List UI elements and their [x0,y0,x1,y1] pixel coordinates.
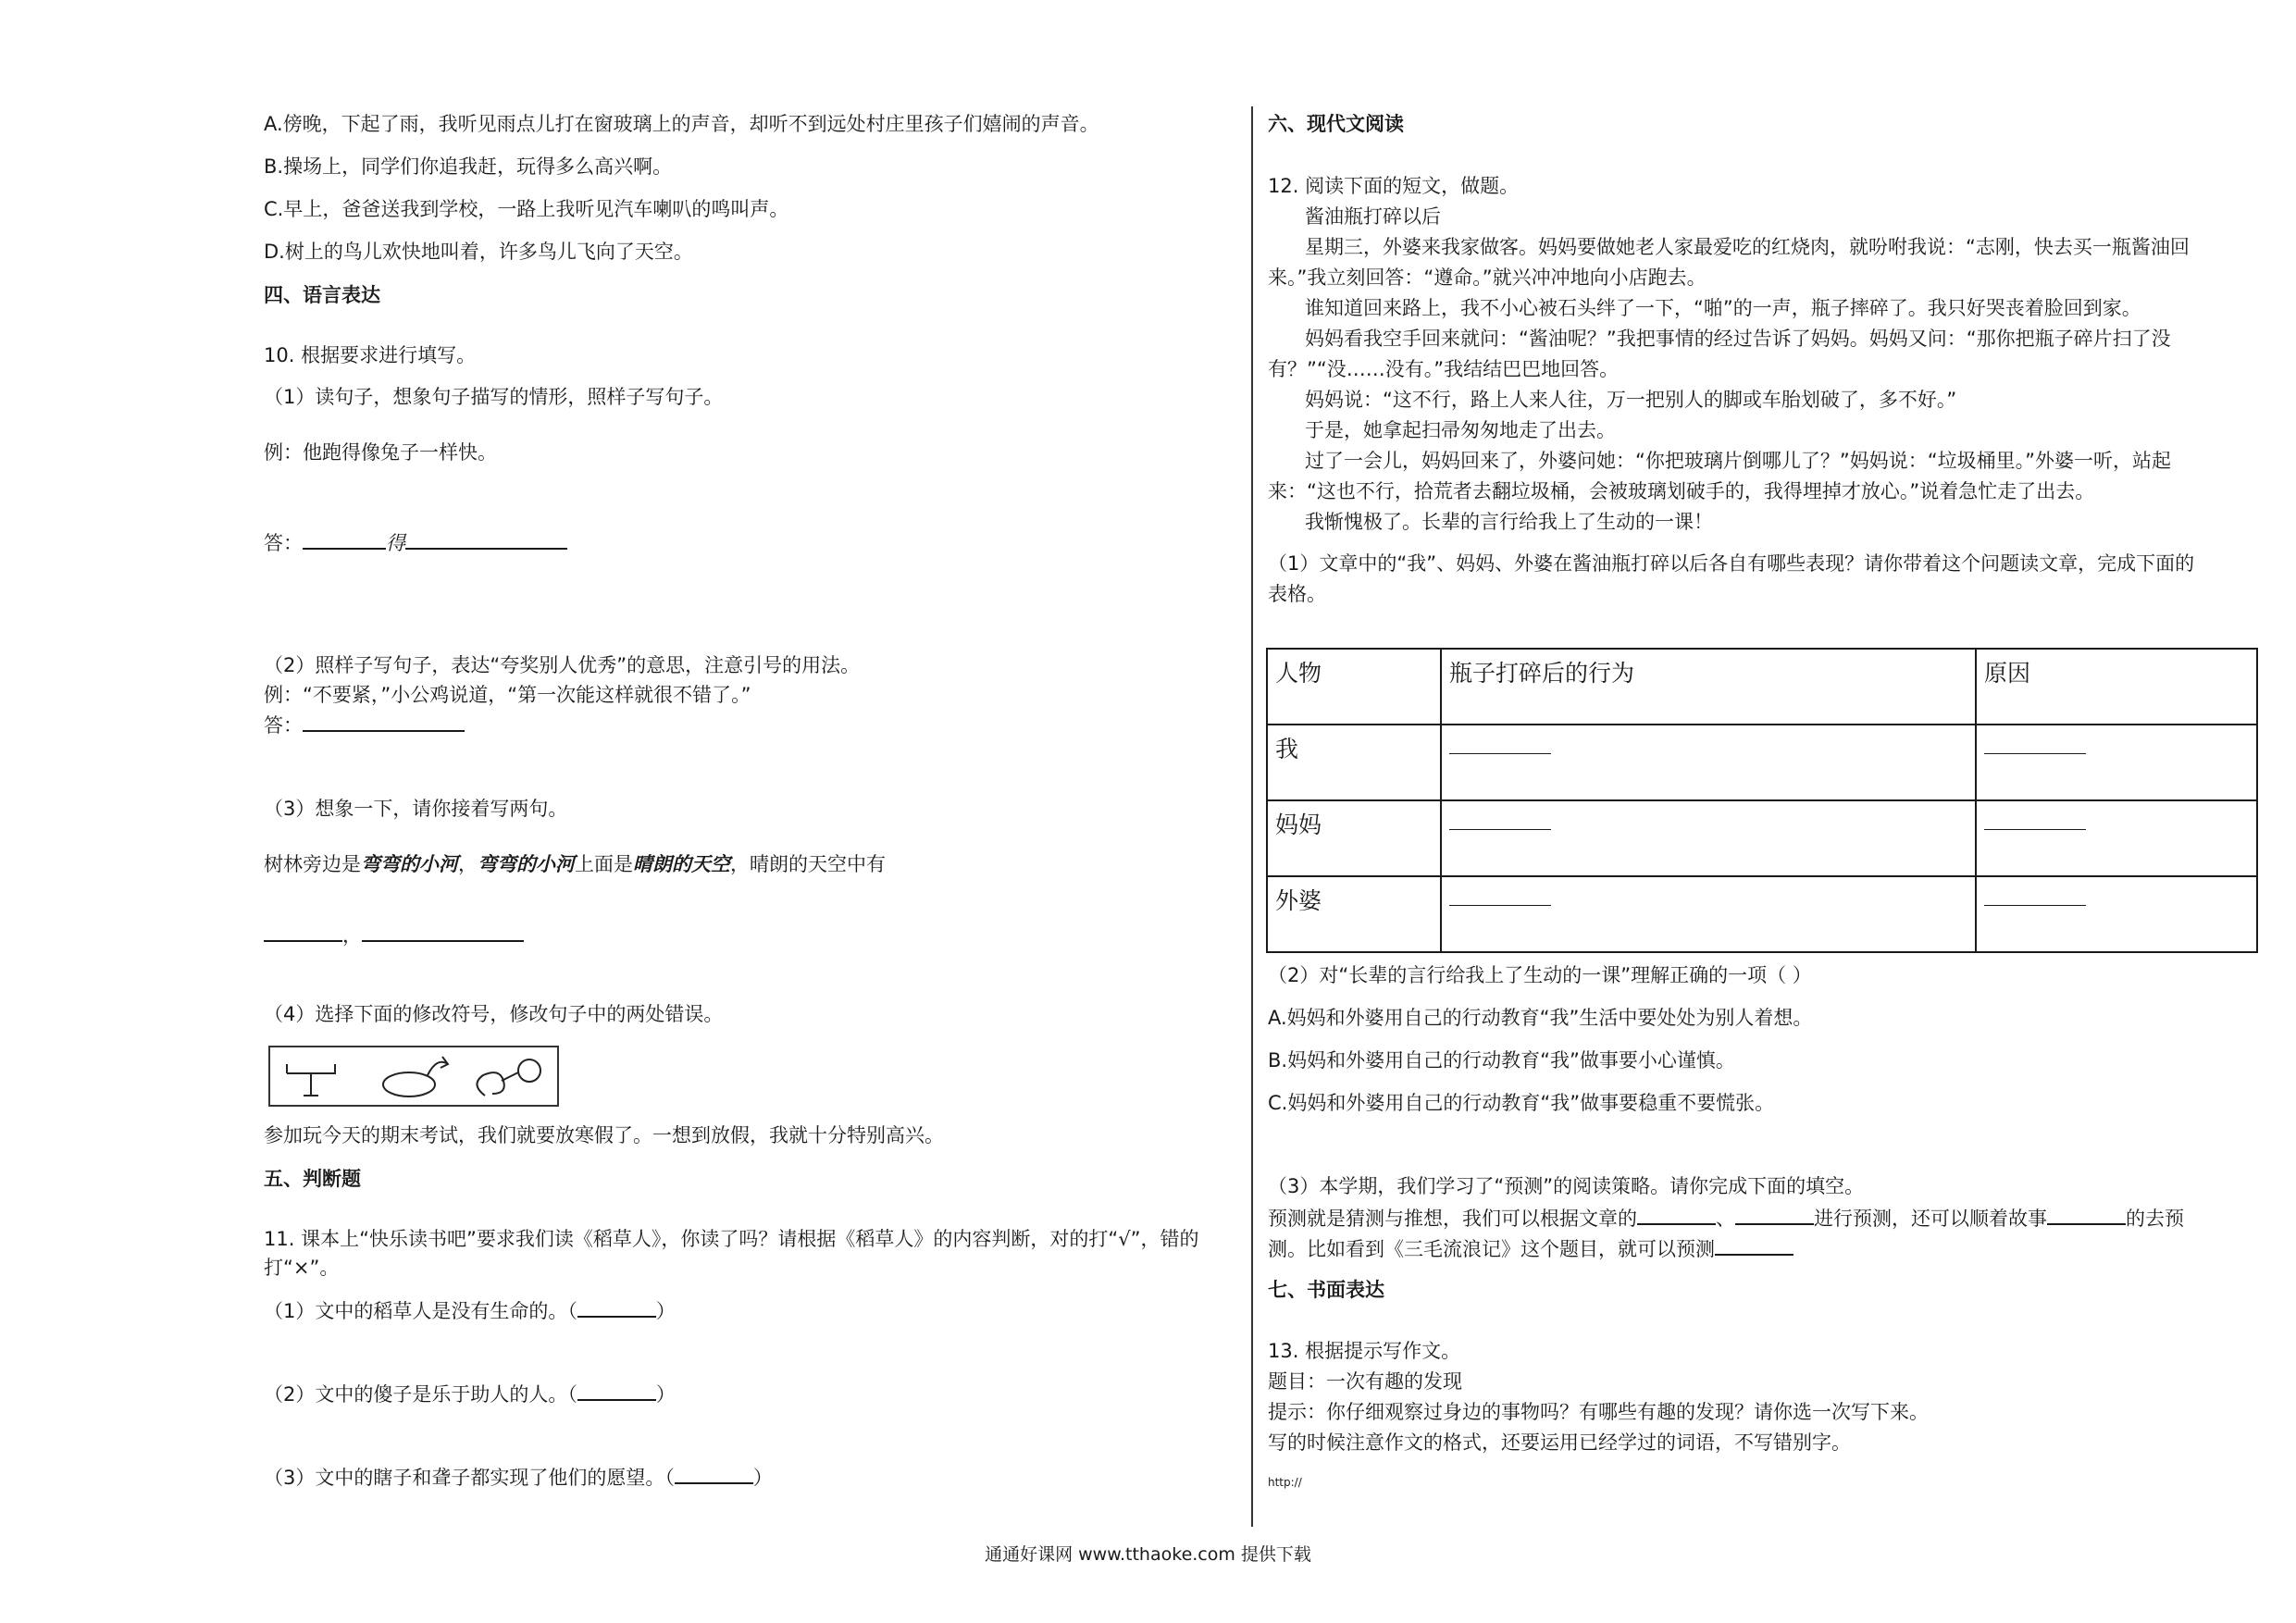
answer-blank[interactable] [1715,1235,1793,1256]
answer-blank[interactable] [1637,1205,1716,1225]
text-segment: 上面是 [575,853,633,875]
text-segment: 预测就是猜测与推想，我们可以根据文章的 [1268,1208,1637,1230]
question-11-line2: 打“×”。 [264,1257,340,1279]
question-12-2-a: A.妈妈和外婆用自己的行动教育“我”生活中要处处为别人着想。 [1268,1007,1813,1029]
behavior-table [1266,648,2258,953]
option-b: B.操场上，同学们你追我赶，玩得多么高兴啊。 [264,155,673,178]
table-header-cell: 原因 [1976,649,2257,725]
table-cell-blank[interactable] [1441,800,1976,876]
revision-symbols-box [268,1046,559,1107]
insert-symbol-icon [287,1064,335,1096]
text-segment: ， [458,853,478,875]
table-row [1267,800,2257,876]
story-p6a: 过了一会儿，妈妈回来了，外婆问她：“你把玻璃片倒哪儿了？”妈妈说：“垃圾桶里。”外婆一听，站起 [1305,450,2172,472]
answer-blank[interactable] [577,1297,656,1318]
answer-blank[interactable] [2047,1205,2126,1225]
text-segment: ） [655,1300,676,1322]
question-12-1b: 表格。 [1268,583,1326,605]
answer-prefix: 答： [264,714,303,737]
question-12-3: （3）本学期，我们学习了“预测”的阅读策略。请你完成下面的填空。 [1268,1175,1865,1197]
question-11-3 [264,1464,773,1491]
question-11-line1: 11. 课本上“快乐读书吧”要求我们读《稻草人》，你读了吗？请根据《稻草人》的内容判断，对的打“√”，错的 [264,1228,1199,1250]
option-d: D.树上的鸟儿欢快地叫着，许多鸟儿飞向了天空。 [264,241,693,263]
tiny-url: http:// [1268,1476,1302,1489]
table-cell-blank[interactable] [1441,725,1976,800]
question-text: （1）文中的稻草人是没有生命的。（ [264,1300,577,1322]
emphasis-phrase: 晴朗的天空 [633,853,730,875]
table-cell-person: 外婆 [1267,876,1441,952]
de-char: 得 [386,532,405,554]
question-13: 13. 根据提示写作文。 [1268,1340,1461,1362]
section-5-heading: 五、判断题 [264,1168,361,1190]
table-row [1267,876,2257,952]
story-title: 酱油瓶打碎以后 [1305,205,1441,228]
table-header-cell: 人物 [1267,649,1441,725]
text-segment: 、 [1716,1208,1735,1230]
answer-blank[interactable] [675,1464,753,1484]
answer-blank[interactable] [1735,1205,1814,1225]
swap-symbol-icon [477,1072,503,1096]
table-cell-blank[interactable] [1441,876,1976,952]
answer-blank[interactable] [362,922,524,942]
question-11-2 [264,1381,676,1407]
story-p4: 妈妈说：“这不行，路上人来人往，万一把别人的脚或车胎划破了，多不好。” [1305,389,1957,411]
question-10-3-sentence [264,851,886,877]
table-cell-person: 我 [1267,725,1441,800]
answer-blank[interactable] [303,712,465,732]
table-header-cell: 瓶子打碎后的行为 [1441,649,1976,725]
question-11-1 [264,1297,676,1324]
emphasis-phrase: 弯弯的小河 [361,853,458,875]
option-a: A.傍晚，下起了雨，我听见雨点儿打在窗玻璃上的声音，却听不到远处村庄里孩子们嬉闹的声音。 [264,113,1099,135]
answer-blank[interactable] [303,529,386,550]
question-10: 10. 根据要求进行填写。 [264,344,477,366]
essay-note: 写的时候注意作文的格式，还要运用已经学过的词语，不写错别字。 [1268,1431,1851,1454]
answer-blank[interactable] [405,529,567,550]
question-10-1-answer [264,529,567,556]
story-p3b: 有？”“没……没有。”我结结巴巴地回答。 [1268,358,1620,380]
table-cell-blank[interactable] [1976,876,2257,952]
question-10-2-answer [264,712,465,738]
section-7-heading: 七、书面表达 [1268,1279,1384,1301]
story-p1b: 来。”我立刻回答：“遵命。”就兴冲冲地向小店跑去。 [1268,266,1706,289]
option-c: C.早上，爸爸送我到学校，一路上我听见汽车喇叭的鸣叫声。 [264,198,789,220]
table-cell-person: 妈妈 [1267,800,1441,876]
question-10-4-sentence: 参加玩今天的期末考试，我们就要放寒假了。一想到放假，我就十分特别高兴。 [264,1124,944,1146]
question-10-4: （4）选择下面的修改符号，修改句子中的两处错误。 [264,1003,724,1025]
question-12-1a: （1）文章中的“我”、妈妈、外婆在酱油瓶打碎以后各自有哪些表现？请你带着这个问题读文章，完成下面的 [1268,552,2195,575]
text-segment: ） [752,1467,773,1489]
essay-title: 题目：一次有趣的发现 [1268,1370,1462,1393]
story-p7: 我惭愧极了。长辈的言行给我上了生动的一课！ [1305,511,1713,533]
text-segment: ，晴朗的天空中有 [730,853,886,875]
text-segment: 的去预 [2126,1208,2184,1230]
text-segment: 进行预测，还可以顺着故事 [1814,1208,2047,1230]
question-10-3-answer [264,922,524,948]
question-10-3: （3）想象一下，请你接着写两句。 [264,798,568,820]
question-12-2: （2）对“长辈的言行给我上了生动的一课”理解正确的一项（ ） [1268,964,1812,986]
question-10-2-example: 例：“不要紧，”小公鸡说道，“第一次能这样就很不错了。” [264,684,751,706]
question-10-2: （2）照样子写句子，表达“夸奖别人优秀”的意思，注意引号的用法。 [264,654,861,676]
text-segment: ） [655,1383,676,1406]
column-divider [1251,106,1253,1527]
page-footer: 通通好课网 www.tthaoke.com 提供下载 [985,1544,1311,1565]
answer-blank[interactable] [264,922,342,942]
text-segment: 测。比如看到《三毛流浪记》这个题目，就可以预测 [1268,1238,1715,1260]
question-text: （2）文中的傻子是乐于助人的人。（ [264,1383,577,1406]
section-6-heading: 六、现代文阅读 [1268,113,1404,135]
revision-symbols-icon [270,1047,557,1105]
answer-blank[interactable] [577,1381,656,1401]
text-segment: 树林旁边是 [264,853,361,875]
section-4-heading: 四、语言表达 [264,284,380,306]
story-p3a: 妈妈看我空手回来就问：“酱油呢？”我把事情的经过告诉了妈妈。妈妈又问：“那你把瓶子碎片扫了没 [1305,328,2171,350]
text-segment: ， [342,924,362,947]
answer-prefix: 答： [264,532,303,554]
delete-symbol-icon [383,1072,435,1096]
story-p1a: 星期三，外婆来我家做客。妈妈要做她老人家最爱吃的红烧肉，就吩咐我说：“志刚，快去买一瓶酱油回 [1305,236,2190,258]
emphasis-phrase: 弯弯的小河 [478,853,575,875]
story-p5: 于是，她拿起扫帚匆匆地走了出去。 [1305,419,1616,441]
story-p2: 谁知道回来路上，我不小心被石头绊了一下，“啪”的一声，瓶子摔碎了。我只好哭丧着脸回到家。 [1305,297,2141,319]
question-12: 12. 阅读下面的短文，做题。 [1268,175,1520,197]
story-p6b: 来：“这也不行，拾荒者去翻垃圾桶，会被玻璃划破手的，我得埋掉才放心。”说着急忙走了出去。 [1268,480,2095,502]
question-12-3-line1 [1268,1205,2184,1232]
question-12-2-c: C.妈妈和外婆用自己的行动教育“我”做事要稳重不要慌张。 [1268,1092,1775,1114]
question-10-1: （1）读句子，想象句子描写的情形，照样子写句子。 [264,386,724,408]
table-header-row [1267,649,2257,725]
question-12-2-b: B.妈妈和外婆用自己的行动教育“我”做事要小心谨慎。 [1268,1049,1735,1072]
question-text: （3）文中的瞎子和聋子都实现了他们的愿望。（ [264,1467,675,1489]
question-12-3-line2 [1268,1235,1793,1262]
essay-hint: 提示：你仔细观察过身边的事物吗？有哪些有趣的发现？请你选一次写下来。 [1268,1401,1929,1423]
table-cell-blank[interactable] [1976,800,2257,876]
question-10-1-example: 例：他跑得像兔子一样快。 [264,441,497,464]
table-cell-blank[interactable] [1976,725,2257,800]
table-row [1267,725,2257,800]
